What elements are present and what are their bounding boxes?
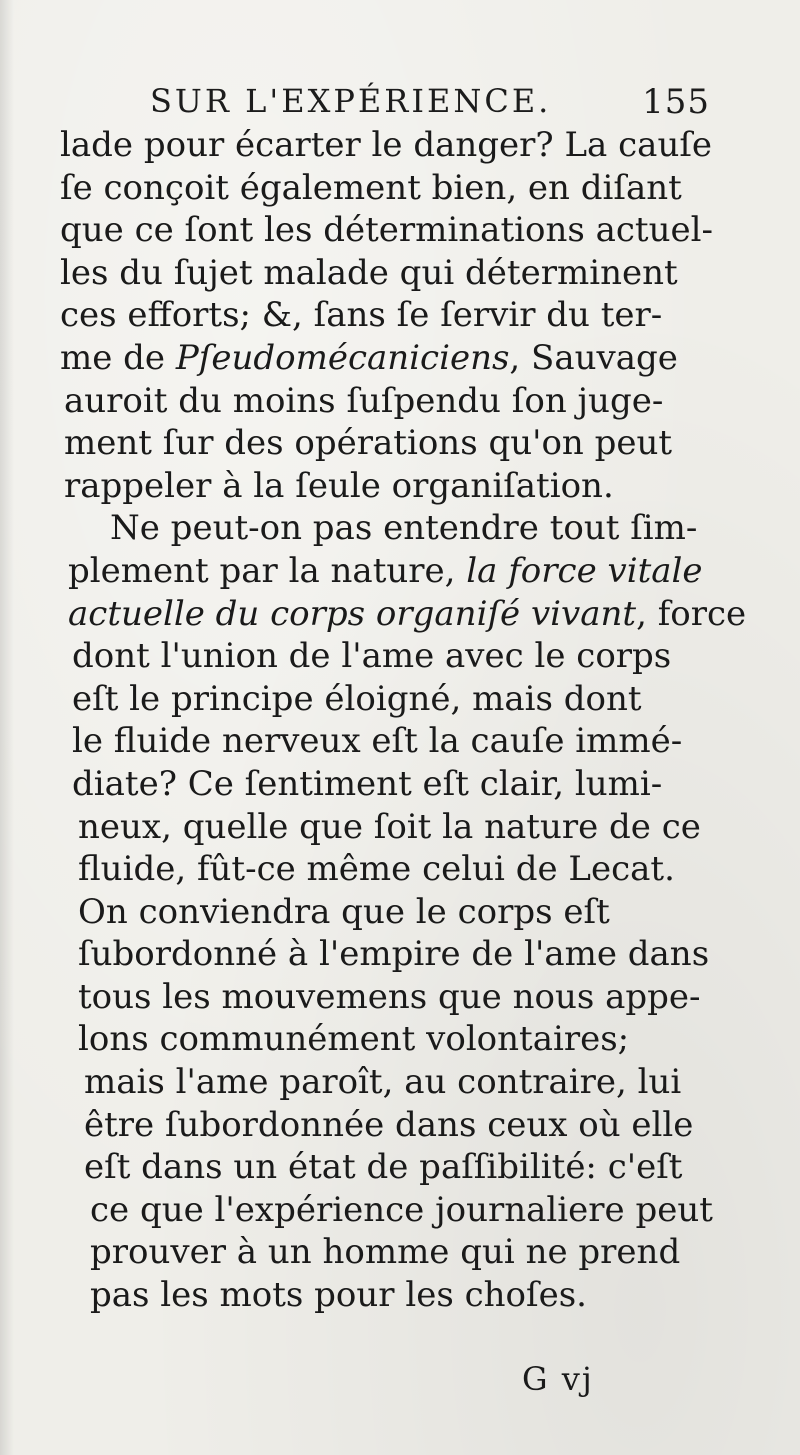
text-line: diate? Ce ſentiment eſt clair, lumi-	[72, 763, 663, 804]
text-line: auroit du moins ſuſpendu ſon juge-	[64, 380, 664, 421]
italic-term: Pſeudomécaniciens	[175, 337, 510, 378]
text-line: être ſubordonnée dans ceux où elle	[84, 1104, 694, 1145]
text-line: ce que l'expérience journaliere peut	[90, 1189, 713, 1230]
text-segment: plement par la nature,	[68, 550, 467, 591]
text-line: ſe conçoit également bien, en diſant	[60, 167, 682, 208]
text-line	[60, 550, 710, 593]
text-line: tous les mouvemens que nous appe-	[78, 976, 701, 1017]
text-line: ſubordonné à l'empire de l'ame dans	[78, 934, 710, 975]
body-text	[60, 124, 747, 1317]
running-head	[150, 82, 710, 122]
text-line: eſt dans un état de paſſibilité: c'eſt	[84, 1147, 683, 1188]
italic-phrase: actuelle du corps organiſé vivant	[68, 593, 637, 634]
text-line: dont l'union de l'ame avec le corps	[72, 636, 672, 677]
text-line: lade pour écarter le danger? La cauſe	[60, 125, 713, 165]
text-line: prouver à un homme qui ne prend	[90, 1232, 681, 1273]
text-line: lons communément volontaires;	[78, 1019, 630, 1060]
text-line: ces efforts; &, ſans ſe ſervir du ter-	[60, 295, 663, 336]
paragraph-first-line: Ne peut-on pas entendre tout ſim-	[110, 508, 698, 549]
italic-phrase: la force vitale	[466, 550, 703, 591]
text-line: pas les mots pour les choſes.	[90, 1275, 587, 1316]
text-line: eſt le principe éloigné, mais dont	[72, 678, 642, 719]
text-line: On conviendra que le corps eſt	[78, 891, 610, 932]
text-line: mais l'ame paroît, au contraire, lui	[84, 1062, 682, 1103]
text-line: les du ſujet malade qui déterminent	[60, 252, 678, 293]
text-line: le fluide nerveux eſt la cauſe immé-	[72, 721, 683, 762]
running-title: SUR L'EXPÉRIENCE.	[150, 82, 552, 120]
text-line	[60, 593, 747, 636]
text-segment: , Sauvage	[509, 337, 678, 378]
text-line: neux, quelle que ſoit la nature de ce	[78, 806, 701, 847]
page-edge-shadow	[0, 0, 14, 1455]
signature-mark: G vj	[522, 1360, 594, 1398]
text-line: ment ſur des opérations qu'on peut	[64, 423, 673, 464]
page-number: 155	[642, 82, 710, 122]
text-line: fluide, fût-ce même celui de Lecat.	[78, 849, 675, 890]
text-segment: me de	[60, 337, 176, 378]
text-segment: , force	[636, 593, 747, 634]
text-line: rappeler à la ſeule organiſation.	[64, 465, 614, 506]
text-line	[60, 337, 710, 380]
text-line: que ce ſont les déterminations actuel-	[60, 210, 713, 251]
